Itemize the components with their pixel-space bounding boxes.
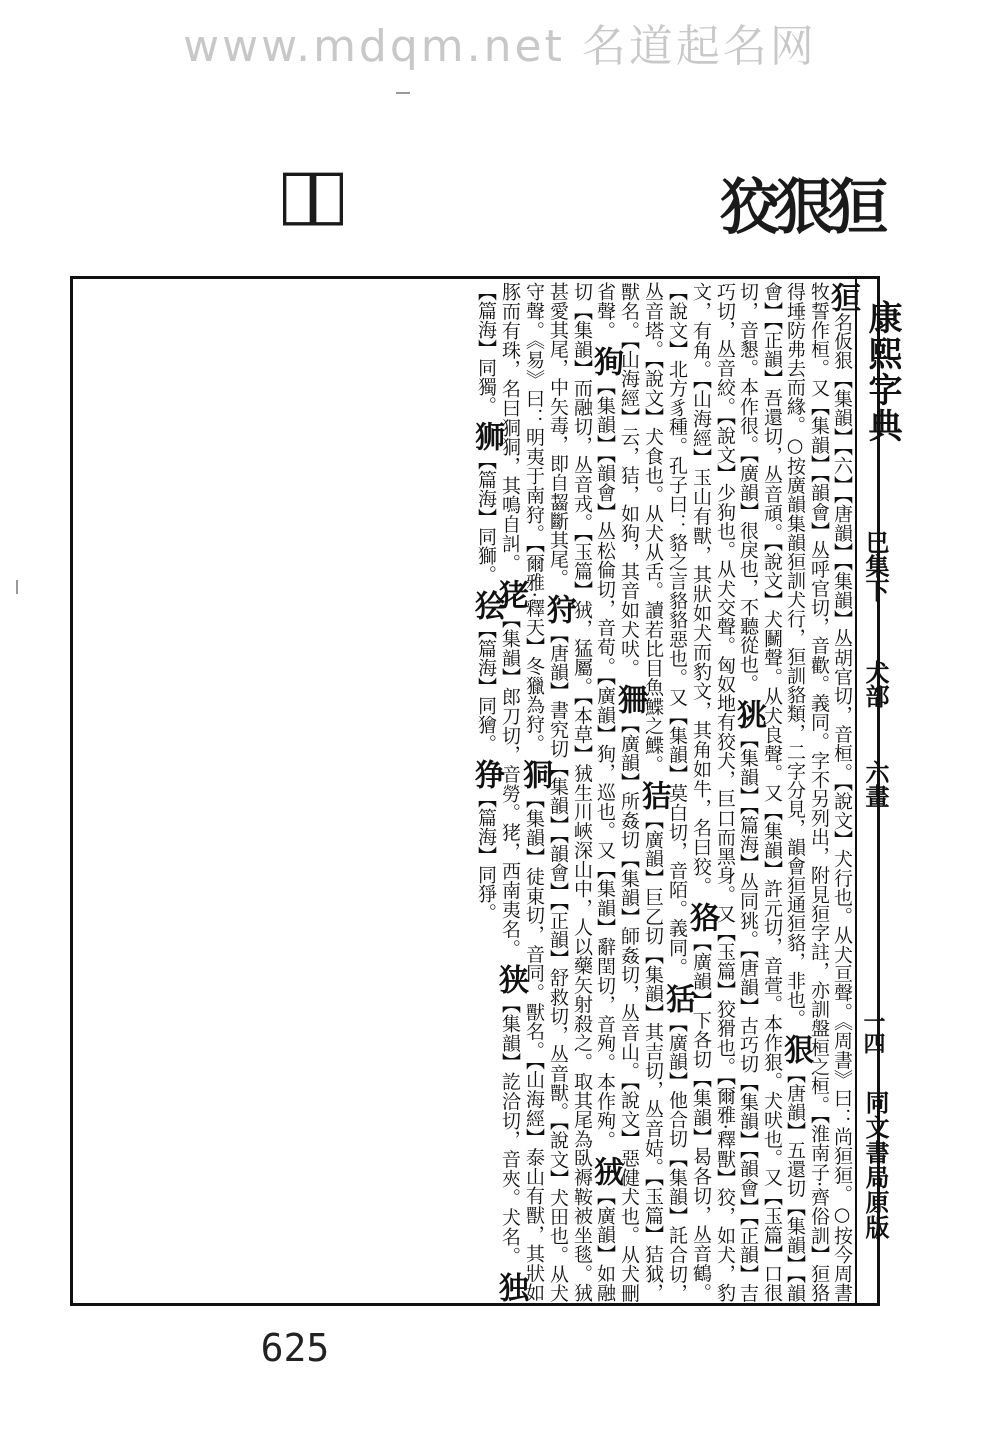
margin-divider xyxy=(855,279,857,1303)
publisher-label: 同文書局原版 xyxy=(861,1090,890,1240)
entry-text: 【廣韻】他合切【集韻】託合切，丛音塔。【說文】犬食也。从犬从舌。讀若比目魚鰈之鰈。 xyxy=(642,282,688,1303)
entry xyxy=(469,590,504,754)
seal-script-heading-right: 狡狠狟 xyxy=(720,173,882,243)
headword: 狤 xyxy=(636,780,671,811)
scan-mark xyxy=(396,92,410,94)
headword: 狫 xyxy=(493,578,528,610)
headword: 狢 xyxy=(684,902,719,933)
entry-text: 【唐韻】書究切【集韻】【韻會】【正韻】舒救切，丛音獸。【說文】犬田也。从犬守聲。《易》曰：明夷于南狩。【爾雅·釋天】冬獵為狩。 xyxy=(523,282,569,1303)
headword: 狪 xyxy=(517,759,552,790)
headword: 狮 xyxy=(469,421,504,452)
entry-text: 【集韻】【篇海】丛同狣。【唐韻】古巧切【集韻】【韻會】【正韻】吉巧切，丛音絞。【說文】少狗也。从犬交聲。匈奴地有狡犬，巨口而黑身。又【玉篇】狡猾也。【爾雅·釋獸】狡，如犬，豹文，有角。【山海經】玉山有獸，其狀如犬而豹文，其角如牛，名曰狡。 xyxy=(690,282,759,1303)
entry-text: 名仮狠【集韻】【六】【唐韻】【集韻】丛胡官切，音桓。【說文】犬行也。从犬亘聲。《周書》曰：尚狟狟。○按今周書牧誓作桓。又【集韻】【韻會】丛呼官切，音歡。義同。字不另列出，附見狟字註，亦訓盤桓之桓。【淮南子·齊俗訓】狟狢得埵防弗去而緣。○按廣韻集韻狟訓犬行，狟訓貉類，二字分見，韻會狟通狟貉，非也。 xyxy=(784,282,853,1303)
headword: 狣 xyxy=(731,698,766,729)
headword: 狥 xyxy=(588,346,623,377)
headword: 狠 xyxy=(778,1033,813,1064)
entry-text: 【篇海】同猙。 xyxy=(475,789,497,923)
entry xyxy=(493,964,528,1266)
entry-text: 【集韻】郎刀切，音勞。狫，西南夷名。 xyxy=(499,609,521,958)
entry-text: 【廣韻】巨乙切【集韻】其吉切，丛音姞。【玉篇】狤狘，獸名。【山海經】云，狤，如狗，其音如犬吠。 xyxy=(618,282,664,1303)
radical-label: 犬部 xyxy=(861,660,890,708)
entry-text: 【廣韻】如融切【集韻】而融切，丛音戎。【玉篇】狨，猛屬。【本草】狨生川峽深山中，人以藥矢射殺之。取其尾為臥褥鞍被坐毯。狨甚愛其尾，中矢毒，即自齧斷其尾。 xyxy=(547,282,616,1303)
book-title: 康熙字典 xyxy=(862,300,902,444)
folio-number: 一四 xyxy=(860,1010,886,1054)
stroke-count-label: 六畫 xyxy=(861,760,890,808)
headword: 独 xyxy=(493,1272,528,1303)
volume-label: 巳集下 xyxy=(861,530,890,602)
page-number: 625 xyxy=(260,1326,330,1370)
entry-text: 【集韻】徒東切，音同。獸名。【山海經】泰山有獸，其狀如豚而有珠，名曰狪狪，其鳴自訆。 xyxy=(499,282,545,1303)
headword: 狰 xyxy=(469,759,504,790)
headword: 狧 xyxy=(660,982,695,1013)
seal-script-heading-left: 𤟷𤞱 xyxy=(280,160,341,230)
headword: 狨 xyxy=(588,1156,623,1187)
entry-text: 【唐韻】五還切【集韻】【韻會】【正韻】吾還切，丛音頑。【說文】犬鬭聲。从犬良聲。又【集韻】許元切，音萱。本作狠。犬吠也。又【玉篇】口很切，音懇。本作很。【廣韻】很戾也，不聽從也。 xyxy=(737,282,806,1303)
headword: 狦 xyxy=(612,683,647,715)
headword: 狩 xyxy=(541,593,576,624)
dictionary-body xyxy=(74,282,860,1303)
headword: 狟 xyxy=(825,282,860,313)
headword: 狯 xyxy=(469,590,504,621)
entry-text: 【篇海】同獨。 xyxy=(475,282,497,415)
entry-text: 【廣韻】下各切【集韻】曷各切，丛音鶴。【說文】北方豸種。孔子曰：貉之言貉貉惡也。又【集韻】莫白切，音陌。義同。 xyxy=(666,282,712,1303)
entry xyxy=(469,759,504,923)
watermark: www.mdqm.net 名道起名网 xyxy=(183,21,817,72)
entry-text: 【篇海】同獪。 xyxy=(475,620,497,754)
entry-text: 【篇海】同獅。 xyxy=(475,451,497,585)
headword: 狭 xyxy=(493,964,528,995)
entry-text: 【集韻】【韻會】丛松倫切，音荀。【廣韻】狥，巡也。又【集韻】辭閏切，音殉。本作殉。 xyxy=(594,376,616,1150)
entry-text: 【廣韻】所姦切【集韻】師姦切，丛音山。【說文】惡健犬也。从犬刪省聲。 xyxy=(594,282,640,1303)
entry xyxy=(588,346,623,1150)
entry-text: 【集韻】訖洽切，音夾。犬名。 xyxy=(499,994,521,1266)
entry xyxy=(469,421,504,585)
scan-mark xyxy=(16,580,18,594)
